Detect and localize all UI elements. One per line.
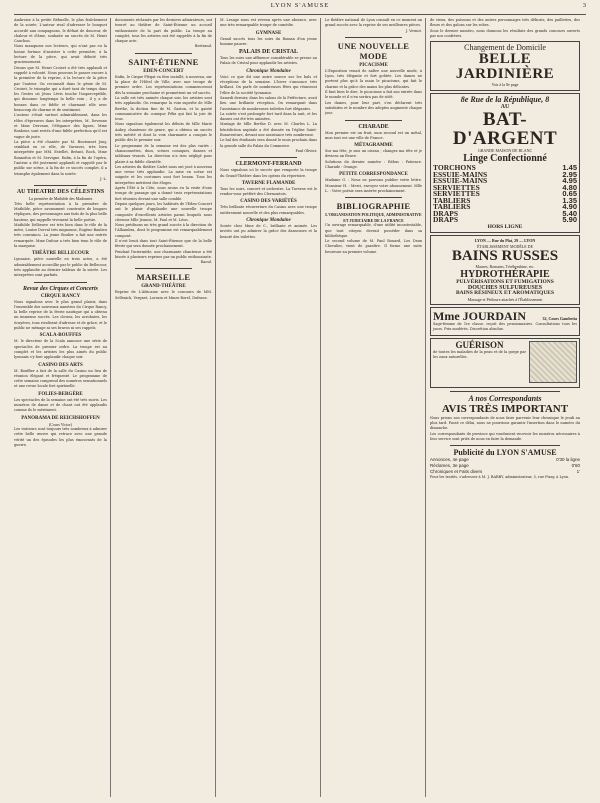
section-title-eden: EDEN-CONCERT: [143, 68, 184, 74]
price-row: [433, 217, 577, 224]
separator: [34, 185, 87, 186]
paragraph: Après l'Été à la Côte, nous avons eu la visite d'une troupe de passage qui a donné trois représentations fort réussies devant une salle comble.: [115, 186, 212, 201]
ad-address: LYON — Rue du Plat, 29 — LYON: [474, 238, 536, 244]
paragraph: La soirée s'est prolongée fort tard dans la nuit, et les danses ont été très animées.: [220, 111, 317, 122]
page-header: [14, 2, 586, 15]
section-title-mode: UNE NOUVELLE MODE: [337, 40, 410, 61]
paragraph: Nous signalons ici le succès que remporte la troupe du Grand-Théâtre dans les opéras du répertoire.: [220, 168, 317, 178]
section-title-taverne: TAVERNE FLAMANDE: [241, 180, 296, 186]
signature: J.-L.: [100, 176, 107, 181]
paragraph: Disons que M. Henri Croiset a été très applaudi et rappelé à volonté. Nous pouvons le passer encore à la première de la reprise, à la lecture de la pièce par l'auteur. On reconnaît dans le génie de M. Croiset, le triomphe qui a duré tant de temps dans les Gestes où Jésus Lévis touche l'imperceptible, qui dissonne longtemps la belle voix ; il y a de bonnes dans ce fidèle et charmant rôle avec beaucoup de charme et de sentiment.: [14, 65, 107, 113]
signature: Bertrand.: [194, 44, 212, 49]
section-title-chronique: Chronique Mondaine: [246, 68, 291, 74]
ad-belle-jardiniere: [430, 41, 580, 91]
paragraph: La pièce a été chantée par M. Boutonnet Jony, semblait en ce rôle, de Varnezzi, très bien interprétée par MM. Estellet, Bréant, Roch, Mme Bonnefon et M. Servigne. Enfin, à la fin de l'opéra, l'auteur a été justement applaudi et rappelé par le public sur scène, à la fin de ce succès complet, il a triomphe également dans la soirée.: [14, 139, 107, 176]
paragraph: M. Lesage nous est revenu après une absence, avec une très remarquable troupe de comédie.: [220, 18, 317, 28]
section-title-charade: CHARADE: [358, 123, 389, 130]
price-item: DRAPS: [433, 208, 459, 218]
paragraph: Le théâtre national de Lyon connaît en ce moment un grand succès avec la reprise de ses meilleures pièces.: [325, 18, 422, 28]
price-item: TABLIERS: [433, 202, 471, 212]
paragraph: Très brillante réouverture du Casino avec une troupe entièrement nouvelle et des plus remarquables.: [220, 205, 317, 215]
price-item: TABLIERS: [433, 195, 471, 205]
ad-illustration: [529, 341, 577, 383]
signature: J. Vernot.: [405, 28, 422, 33]
section-title-revue: Revue des Cirques et Concerts: [23, 285, 98, 292]
separator: [450, 391, 560, 392]
paragraph: Tous les soirs une affluence considérable se presse au Palais de Cristal pour applaudir les artistes.: [220, 56, 317, 66]
ad-text: Sage-femme de 1re classe, reçoit des pensionnaires. Consultations tous les jours. Prix modérés. Discrétion absolue.: [433, 322, 577, 332]
newspaper-page: [4, 0, 596, 803]
price-value: 4.95: [562, 176, 577, 186]
paragraph: Les spectacles de la semaine ont été très suivis. Les numéros de danse et de chant ont été applaudis comme ils le méritaient.: [14, 397, 107, 413]
ad-subtext: Voir à la 8e page: [491, 82, 519, 88]
tariff-price: 1': [576, 469, 580, 475]
paragraph: Sous le dernier numéro, nous donnons les résultats des grands concours ouverts par nos confrères.: [430, 28, 580, 38]
section-title-correspondants: A nos Correspondants: [468, 393, 542, 403]
tariff-label: Annonces, 4e page: [430, 457, 469, 463]
paragraph: Le second volume de M. Paul Rouard, Les Deux Chevalier, vient de paraître. Il forme une suite heureuse au premier volume.: [325, 239, 422, 254]
price-value: 4.90: [562, 202, 577, 212]
section-title-clermont: CLERMONT-FERRAND: [235, 161, 302, 168]
separator: [240, 157, 297, 158]
paragraph: Nous manquons nos lecteurs, qui n'ont pas eu la bonne fortune d'assister à cette première, à la lecture de la pièce, qui avait débuté très gracieusement.: [14, 44, 107, 65]
price-item: ESSUIE-MAINS: [433, 176, 488, 186]
ad-brand: BAT-D'ARGENT: [452, 108, 558, 149]
section-title-rancy: CIRQUE RANCY: [40, 293, 81, 299]
ad-address: 32, Cours Gambetta: [542, 316, 577, 322]
ad-subtext: GRANDE MAISON DE BLANC: [477, 147, 533, 153]
section-title-casino: CASINO DES ARTS: [38, 362, 83, 368]
ad-bat-d-argent: [430, 93, 580, 234]
ad-brand: Mme JOURDAIN: [433, 309, 526, 324]
paragraph: Pour les traités, s'adresser à M. J. BARBY, administrateur, 5, rue Pizay, à Lyon.: [430, 475, 570, 480]
ad-prefix: AU: [500, 103, 510, 110]
paragraph: Nous prions nos correspondants de nous faire parvenir leur chronique le jeudi au plus tard. Passé ce délai, nous ne pourrions garantir l'insertion dans le numéro du dimanche.: [430, 415, 580, 431]
ad-prefix: ÉTABLISSEMENT MODÈLE DE: [476, 243, 534, 249]
column-2: [115, 18, 212, 799]
separator: [135, 53, 192, 54]
ad-heading: PULVÉRISATIONS ET FUMIGATIONS: [456, 278, 554, 285]
section-title-casino-varietes: CASINO DES VARIÉTÉS: [240, 199, 297, 205]
section-subtitle: La première de Mathilde des Madonnes: [28, 196, 93, 202]
paragraph: Grand succès tous les soirs du Roman d'un jeune homme pauvre.: [220, 36, 317, 46]
paragraph: Mon premier est un fruit, mon second est un métal, mon tout est une ville de France.: [325, 130, 422, 140]
paragraph: Très belle représentation à la première de Mathilde, pièce savamment construite de longues répliques, des personnages aux faits de la plus belle hauteur, qui rappelle vivement la belle poésie.: [14, 201, 107, 222]
section-title-correspondance: PETITE CORRESPONDANCE: [339, 172, 408, 178]
section-title-panorama: PANORAMA DE REICHSHOFFEN: [21, 415, 100, 421]
separator: [135, 268, 192, 269]
ad-heading: DOUCHES SULFUREUSES: [467, 285, 543, 292]
ad-heading: HYDROTHÉRAPIE: [460, 268, 550, 280]
paragraph: M. Bouffier a fait de la salle du Casino un lieu de réunion élégant et fréquenté. Le programme de cette semaine comprend des numéros sensationnels et une revue locale fort spirituelle.: [14, 368, 107, 389]
section-title-celestins: AU THEATRE DES CÉLESTINS: [16, 189, 105, 196]
paragraph: Le bal des étudiants sera donné le mois prochain dans la grande salle du Palais du Commerce.: [220, 138, 317, 148]
column-4: [325, 18, 422, 799]
paragraph: Les dames, pour leur part, s'en déclarent très satisfaites et le nombre des adeptes augmente chaque jour.: [325, 100, 422, 116]
page-number: 3: [582, 2, 586, 9]
price-value: 5.90: [562, 215, 577, 225]
ad-brand: BELLE JARDINIÈRE: [455, 51, 555, 83]
tariff-list: [430, 457, 580, 475]
ad-address: 8e Rue de la République, 8: [460, 94, 550, 104]
ad-text: de toutes les maladies de la peau et de la gorge par les eaux naturelles.: [433, 349, 526, 360]
paragraph: Voici ce que dit une autre source sur les bals et réceptions de la semaine. L'hiver s'annonce très brillant. On parle de nombreuses fêtes qui réuniront l'élite de la société lyonnaise.: [220, 74, 317, 95]
paragraph: Soirée chez Mme de C., brillante et animée. Les invités ont pu admirer la grâce des danseuses et la beauté des toilettes.: [220, 224, 317, 239]
section-title-bellecour: THÉÂTRE BELLECOUR: [31, 251, 90, 257]
column-rule: [320, 18, 321, 797]
paragraph: L'Exposition venait de naître une nouvelle mode, à Lyon, très élégante et fort goûtée. Les dames ne portent plus qu'à la main le picacisme, qui fait le charme et la grâce des mains les plus délicates.: [325, 68, 422, 89]
paragraph: Il n'est bruit dans tout Saint-Étienne que de la belle féerie qui sera donnée prochainement.: [115, 238, 212, 249]
section-subtitle: (Cours Victor): [48, 421, 73, 427]
separator: [345, 37, 402, 38]
section-title-chronique-2: Chronique Mondaine: [246, 218, 291, 224]
paragraph: Reprise de L'Africaine avec le concours de MM. Sellenick, Vergnet, Lorrain et Mmes Borel, Dufrane.: [115, 290, 212, 300]
ad-jourdain: [430, 307, 580, 336]
paragraph: Madame G. : Nous ne pouvons publier votre lettre. Monsieur H. : Merci, envoyez votre abonnement. Mlle L. : Votre poésie sera insérée prochainement.: [325, 178, 422, 193]
section-title-metagramme: MÉTAGRAMME: [354, 143, 393, 149]
ad-heading: Changement de Domicile: [464, 43, 546, 53]
paragraph: Depuis quelques jours, les habitués de l'Eden-Concert ont le plaisir d'applaudir une nouvelle troupe composée d'excellents artistes parmi lesquels nous citerons Mlle Jeanne, M. Paul et M. Léon.: [115, 201, 212, 222]
price-list: [433, 165, 577, 224]
column-rule: [425, 18, 426, 797]
paragraph: Le programme de la semaine est des plus variés : chansonnettes, duos, scènes comiques, danses et tableaux vivants. La direction n'a rien négligé pour plaire à sa fidèle clientèle.: [115, 143, 212, 164]
paragraph: Un ouvrage remarquable, d'une utilité incontestable, que tout citoyen devrait posséder dans sa bibliothèque.: [325, 223, 422, 238]
paragraph: Samedi dernier, dans les salons de la Préfecture, avait lieu une brillante réception. On remarquait dans l'assistance de nombreuses toilettes fort élégantes.: [220, 95, 317, 111]
paragraph: La salle est très animée chaque soir, les artistes sont très applaudis. On remarque la voix superbe de Mlle Berthe, la diction fine de M. Gaston, et la gaieté communicative du comique Félix qui fait la joie de tous.: [115, 95, 212, 122]
ad-heading: Linge Confectionné: [463, 153, 547, 165]
ad-guerison: [430, 338, 580, 388]
section-title-publicite: Publicité du LYON S'AMUSE: [453, 448, 557, 458]
section-title-palais: PALAIS DE CRISTAL: [238, 49, 299, 56]
paragraph: Mathilde Delbeuve est très bien dans le rôle de la mère, Louise Dorval très mignonne, Eugène Baulieu très convaincu. La jeune Boulier a fait une entrée remarquée. Mme Dufour a très bien tenu le rôle de la marquise.: [14, 222, 107, 249]
page-header-title: LYON S'AMUSE: [270, 2, 330, 9]
separator: [345, 120, 402, 121]
paragraph: Pendant l'intermède, une charmante chanteuse a été bissée à plusieurs reprises par un public enthousiaste.: [115, 249, 212, 259]
section-subtitle: PICACISME: [359, 62, 388, 68]
section-subtitle: L'ORGANISATION POLITIQUE, ADMINISTRATIVE ET JUDICIAIRE DE LA FRANCE: [325, 212, 422, 223]
price-value: 1.45: [562, 163, 577, 173]
separator: [34, 282, 87, 283]
column-rule: [215, 18, 216, 797]
ad-brand: BAINS RUSSES: [451, 248, 559, 265]
paragraph: Nous signalons avec le plus grand plaisir, dans l'ensemble des nouveaux numéros du Cirque Rancy, la belle reprise de la féerie nautique qui a obtenu un immense succès. Les clowns, les acrobates, les écuyères, tous rivalisent d'adresse et de grâce, et le public ne ménage ni ses bravos ni ses rappels.: [14, 299, 107, 331]
ad-subtext: HORS LIGNE: [487, 223, 523, 230]
price-item: SERVIETTES: [433, 189, 480, 199]
tariff-price: 0'60: [571, 463, 580, 469]
price-value: 5.40: [562, 208, 577, 218]
section-title-grand-theatre: GRAND-THÉÂTRE: [141, 284, 186, 290]
price-value: 0.65: [562, 189, 577, 199]
paragraph: Nous signalons également les débuts de Mlle Marie Aubry, chanteuse de genre, qui a obtenu un succès très mérité et dont la voix charmante a conquis le public dès le premier soir.: [115, 122, 212, 143]
price-item: SERVIETTES: [433, 182, 480, 192]
column-3: [220, 18, 317, 799]
paragraph: Les correspondants de province qui voudraient recevoir les numéros nécessaires à leur service sont priés de nous en faire la demande.: [430, 431, 580, 441]
paragraph: Nous prédisons un très grand succès à la direction de l'Alhambra, dont le programme est remarquablement composé.: [115, 223, 212, 238]
paragraph: Les visiteurs sont toujours très nombreux à admirer cette belle œuvre qui retrace avec une grande vérité un des épisodes les plus émouvants de la guerre.: [14, 427, 107, 447]
tariff-label: Chroniques et Faits divers: [430, 469, 483, 475]
paragraph: M. le directeur de la Scala annonce une série de spectacles de premier ordre. La troupe est au complet et les artistes les plus aimés du public lyonnais s'y font applaudir chaque soir.: [14, 339, 107, 360]
section-title-avis: AVIS TRÈS IMPORTANT: [441, 402, 569, 415]
paragraph: Il faut bien le dire, le picacisme a fait son entrée dans le monde et il n'en sortira pas de sitôt.: [325, 90, 422, 100]
section-title-scala: SCALA-BOUFFES: [39, 333, 82, 339]
ad-bains-russes: [430, 235, 580, 305]
price-item: ESSUIE-MAINS: [433, 169, 488, 179]
ad-heading: GUÉRISON: [455, 339, 504, 350]
ad-subtext: Massage et Pédicure attachés à l'Établissement: [467, 296, 543, 302]
column-rule: [110, 18, 111, 797]
tariff-label: Réclames, 3e page: [430, 463, 469, 469]
column-1: [14, 18, 107, 799]
separator: [345, 197, 402, 198]
ad-heading: BAINS RÉSINEUX ET AROMATIQUES: [455, 290, 555, 297]
paragraph: Sur ma tête, je suis un oiseau ; changez ma tête et je deviens un fleuve.: [325, 149, 422, 159]
signature: Raoul.: [200, 260, 212, 265]
paragraph: Mariage de Mlle Berthe D. avec M. Charles L. La bénédiction nuptiale a été donnée en l'église Saint-Bonaventure, devant une assistance très nombreuse.: [220, 122, 317, 138]
price-item: DRAPS: [433, 215, 459, 225]
price-value: 1.35: [562, 195, 577, 205]
tariff-price: 0'30 la ligne: [556, 457, 580, 463]
separator: [450, 445, 560, 446]
paragraph: Les artistes du théâtre Cadet nous ont joué à nouveau une revue très applaudie. La mise en scène est soignée et les costumes sont fort beaux. Tous les interprètes méritent des éloges.: [115, 164, 212, 185]
paragraph: Ambroise à la petite Réhnelle, le plus fraîchement de la soirée. L'auteur rival d'adresser le bouquet accordé aux compagnons, le défaut de douceur, de chaleur et d'âme, souhaite un succès de M. Henri Cauchon.: [14, 18, 107, 44]
section-title-marseille: MARSEILLE: [136, 272, 191, 283]
paragraph: Enfin, le Cirque Plégat va être installé, à nouveau, sur la place de l'Hôtel de Ville, avec une troupe de premier ordre. Les représentations commenceront dès la semaine prochaine et promettent un vif succès.: [115, 74, 212, 95]
price-value: 4.80: [562, 182, 577, 192]
section-title-gymnase: GYMNASE: [255, 30, 282, 36]
paragraph: L'auteur s'était surtout admirablement, dans les rôles d'épreuves dans les interprètes, M. Devenne et Mme Dervaux, l'élégance des lignes, Mme Bonheur, sont restés d'une fidèle perfection qu'il est vague de juste.: [14, 113, 107, 139]
paragraph: Lynnaise, pièce nouvelle en trois actes, a été admirablement accueillie par le public du Bellecour, très applaudie au dernier tableau de la soirée. Les interprètes sont parfaits.: [14, 257, 107, 278]
price-value: 2.95: [562, 169, 577, 179]
signature: Paul Olivier.: [295, 148, 317, 153]
section-title-saint-etienne: SAINT-ÉTIENNE: [128, 56, 199, 67]
paragraph: Tous les soirs, concert et orchestre. La Taverne est le rendez-vous préféré des Clermontois.: [220, 186, 317, 197]
section-title-folies: FOLIES-BERGÈRE: [38, 391, 83, 397]
paragraph: Solutions du dernier numéro : Rébus : Patience. Charade : Orange.: [325, 159, 422, 170]
price-item: TORCHONS: [433, 163, 476, 173]
column-5-ads: [430, 18, 580, 799]
section-title-bibliographie: BIBLIOGRAPHIE: [336, 201, 411, 212]
ad-subtext: Maures, Romains, Térébenthine, etc.: [475, 264, 535, 270]
paragraph: de vieux, des poissons et des autres personnages très délicats, des paillettes, des fleurs et des galons sur les robes.: [430, 18, 580, 28]
paragraph: documents réclamés par les derniers admirateurs, ont trouvé au théâtre de Saint-Étienne un accueil enthousiaste de la part du public. La troupe au complet, tous les artistes ont été rappelés à la fin de chaque acte.: [115, 18, 212, 44]
